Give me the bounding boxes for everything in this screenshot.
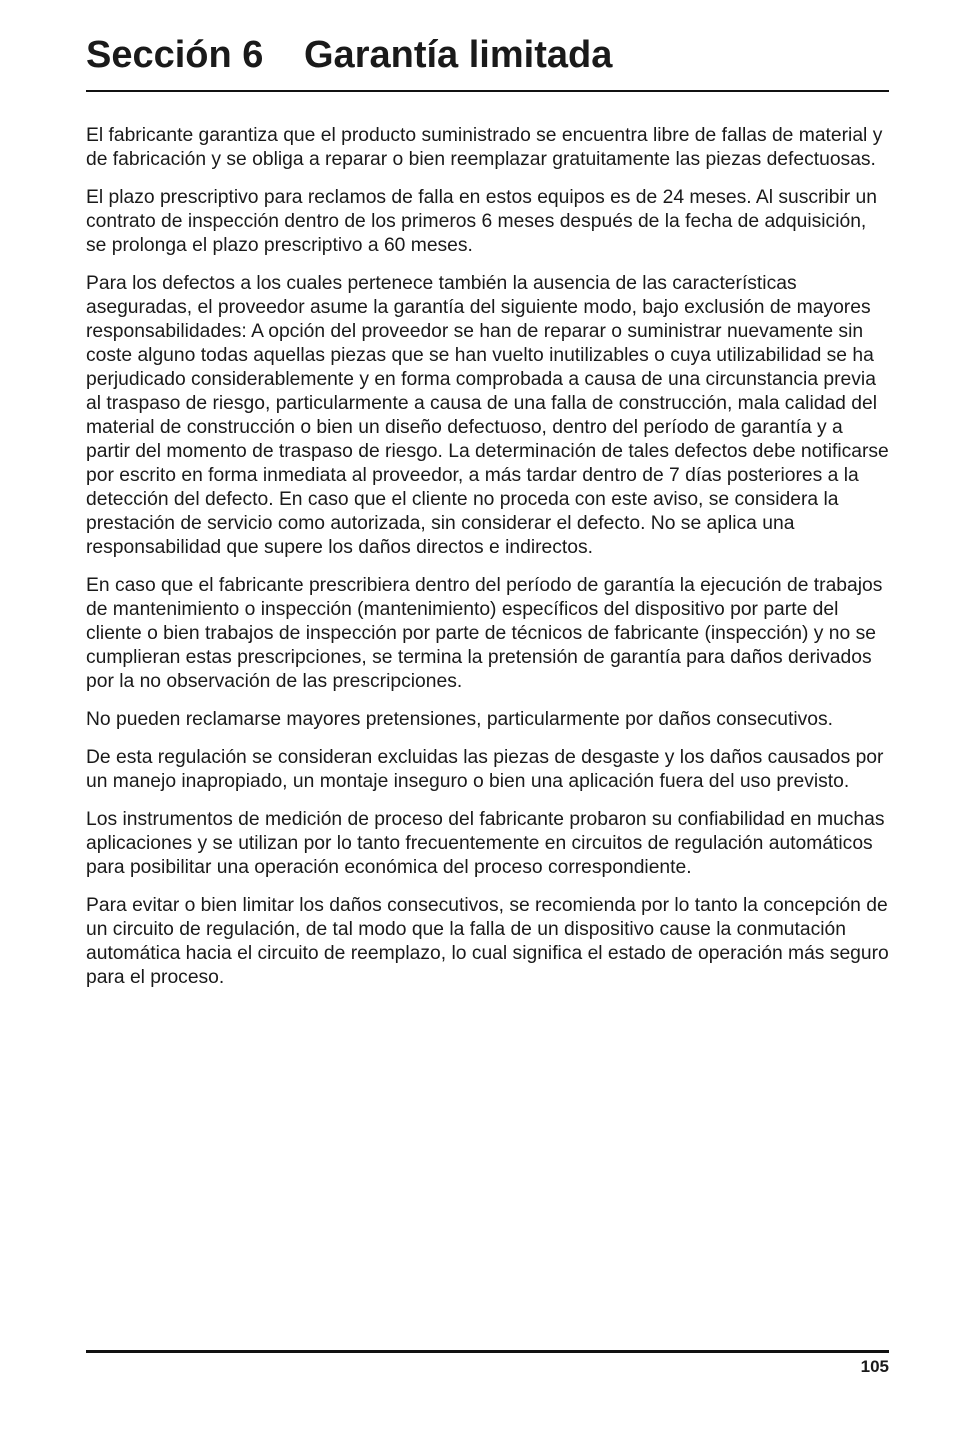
paragraph: No pueden reclamarse mayores pretensiones, particularmente por daños consecutivos.: [86, 709, 834, 730]
section-number: Sección 6: [86, 34, 264, 76]
paragraph: En caso que el fabricante prescribiera dentro del período de garantía la ejecución de trabajos de mantenimiento o inspección (mantenimiento) específicos del dispositivo por parte del cliente o bien trabajos de inspección por parte de técnicos de fabricante (inspección) y no se cumplieran estas prescripciones, se termina la pretensión de garantía para daños derivados por la no observación de las prescripciones.: [86, 575, 883, 692]
paragraph: Los instrumentos de medición de proceso del fabricante probaron su confiabilidad en muchas aplicaciones y se utilizan por lo tanto frecuentemente en circuitos de regulación automáticos para posibilitar una operación económica del proceso correspondiente.: [86, 809, 885, 878]
paragraph: Para los defectos a los cuales pertenece también la ausencia de las características aseguradas, el proveedor asume la garantía del siguiente modo, bajo exclusión de mayores responsabilidades: A opción del proveedor se han de reparar o suministrar nuevamente sin coste alguno todas aquellas piezas que se han vuelto inutilizables o cuya utilizabilidad se ha perjudicado considerablemente y en forma comprobada a causa de una circunstancia previa al traspaso de riesgo, particularmente a causa de una falla de construcción, mala calidad del material de construcción o bien un diseño defectuoso, dentro del período de garantía y a partir del momento de traspaso de riesgo. La determinación de tales defectos debe notificarse por escrito en forma inmediata al proveedor, a más tardar dentro de 7 días posteriores a la detección del defecto. En caso que el cliente no proceda con este aviso, se considera la prestación de servicio como autorizada, sin considerar el defecto. No se aplica una responsabilidad que supere los daños directos e indirectos.: [86, 273, 889, 558]
paragraph: De esta regulación se consideran excluidas las piezas de desgaste y los daños causados por un manejo inapropiado, un montaje inseguro o bien una aplicación fuera del uso previsto.: [86, 747, 884, 792]
section-title: Garantía limitada: [304, 34, 613, 76]
body-text: [86, 124, 889, 1004]
paragraph: El fabricante garantiza que el producto suministrado se encuentra libre de fallas de material y de fabricación y se obliga a reparar o bien reemplazar gratuitamente las piezas defectuosas.: [86, 125, 883, 170]
paragraph: Para evitar o bien limitar los daños consecutivos, se recomienda por lo tanto la concepción de un circuito de regulación, de tal modo que la falla de un dispositivo cause la conmutación automática hacia el circuito de reemplazo, lo cual significa el estado de operación más seguro para el proceso.: [86, 895, 889, 988]
page-title: [86, 32, 889, 78]
paragraph: El plazo prescriptivo para reclamos de falla en estos equipos es de 24 meses. Al suscribir un contrato de inspección dentro de los primeros 6 meses después de la fecha de adquisición, se prolonga el plazo prescriptivo a 60 meses.: [86, 187, 877, 256]
footer-divider: [86, 1350, 889, 1353]
page-number: 105: [860, 1357, 889, 1376]
section-header: [86, 32, 889, 92]
